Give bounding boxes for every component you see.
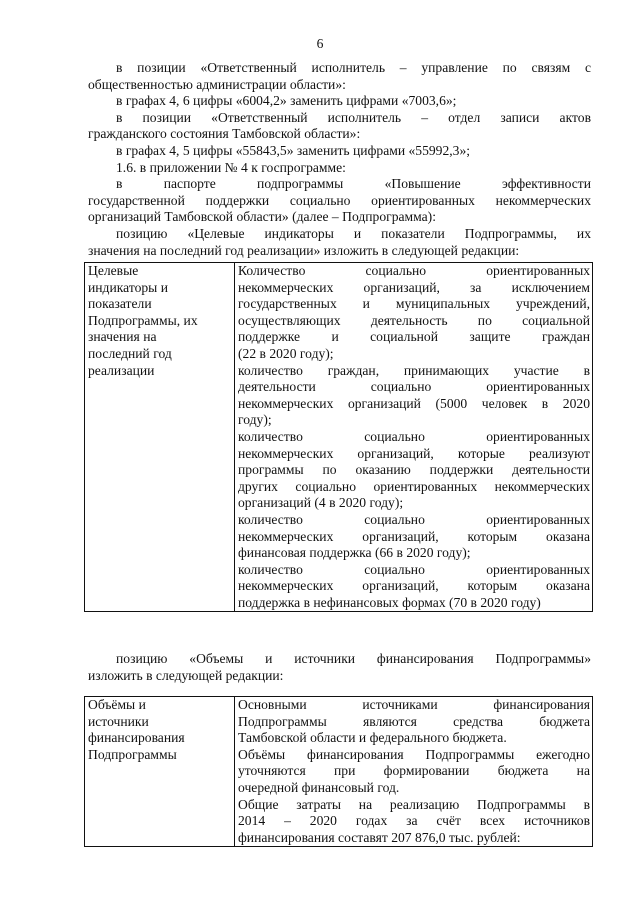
table-cell-line: некоммерческих организаций, которые реализуют bbox=[238, 445, 590, 461]
table-row bbox=[85, 697, 593, 847]
table-cell-line: количество социально ориентированных bbox=[238, 561, 590, 577]
table-cell-line: реализации bbox=[88, 362, 155, 378]
table-cell-line: (22 в 2020 году); bbox=[238, 345, 334, 361]
table-cell-line: источники bbox=[88, 713, 149, 729]
table-cell-line: уточняются при формировании бюджета на bbox=[238, 763, 590, 779]
table-cell-line: индикаторы и bbox=[88, 279, 168, 295]
table-cell-line: Подпрограммы, их bbox=[88, 312, 198, 328]
table-row bbox=[85, 263, 593, 612]
indicators-label-cell bbox=[85, 263, 235, 612]
table-cell-line: Подпрограммы являются средства бюджета bbox=[238, 713, 590, 729]
intro-line: в графах 4, 6 цифры «6004,2» заменить цифрами «7003,6»; bbox=[116, 93, 457, 109]
table-cell-line: значения на bbox=[88, 329, 157, 345]
table-cell-line: финансирования составят 207 876,0 тыс. рублей: bbox=[238, 829, 521, 845]
intro-line: в графах 4, 5 цифры «55843,5» заменить цифрами «55992,3»; bbox=[116, 142, 471, 158]
middle-block bbox=[88, 651, 591, 684]
middle-line: позицию «Объемы и источники финансирования Подпрограммы» bbox=[116, 651, 591, 666]
table-cell-line: поддержке и социальной защите граждан bbox=[238, 329, 590, 345]
table-cell-line: некоммерческих организаций, за исключением bbox=[238, 279, 590, 295]
table-cell-line: количество социально ориентированных bbox=[238, 428, 590, 444]
intro-line: в паспорте подпрограммы «Повышение эффективности bbox=[116, 176, 591, 192]
table-cell-line: некоммерческих организаций, которым оказана bbox=[238, 578, 590, 594]
table-cell-line: году); bbox=[238, 412, 272, 428]
table-cell-line: показатели bbox=[88, 296, 152, 312]
indicators-table bbox=[84, 262, 593, 612]
table-cell-line: финансирования bbox=[88, 730, 185, 746]
financing-value-cell bbox=[235, 697, 593, 847]
table-cell-line: Целевые bbox=[88, 263, 139, 278]
table-cell-line: Подпрограммы bbox=[88, 746, 177, 762]
table-cell-line: Тамбовской области и федерального бюджета. bbox=[238, 730, 507, 746]
table-cell-line: количество социально ориентированных bbox=[238, 511, 590, 527]
table-cell-line: 2014 – 2020 годах за счёт всех источников bbox=[238, 813, 590, 829]
table-cell-line: очередной финансовый год. bbox=[238, 779, 400, 795]
table-cell-line: некоммерческих организаций, которым оказана bbox=[238, 528, 590, 544]
table-cell-line: поддержка в нефинансовых формах (70 в 2020 году) bbox=[238, 594, 541, 610]
table-cell-line: количество граждан, принимающих участие в bbox=[238, 362, 590, 378]
table-cell-line: Общие затраты на реализацию Подпрограммы в bbox=[238, 796, 590, 812]
intro-line: в позиции «Ответственный исполнитель – отдел записи актов bbox=[116, 109, 591, 125]
table-cell-line: финансовая поддержка (66 в 2020 году); bbox=[238, 545, 471, 561]
page-number: 6 bbox=[316, 36, 324, 51]
intro-line: гражданского состояния Тамбовской области»: bbox=[88, 126, 361, 142]
table-cell-line: последний год bbox=[88, 345, 172, 361]
table-cell-line: осуществляющих деятельность по социальной bbox=[238, 312, 590, 328]
intro-line: общественностью администрации области»: bbox=[88, 76, 346, 92]
table-cell-line: государственных и муниципальных учреждений, bbox=[238, 296, 590, 312]
intro-block bbox=[88, 60, 591, 259]
table-cell-line: Основными источниками финансирования bbox=[238, 697, 590, 712]
indicators-value-cell bbox=[235, 263, 593, 612]
intro-line: позицию «Целевые индикаторы и показатели Подпрограммы, их bbox=[116, 225, 591, 241]
table-cell-line: других социально ориентированных некоммерческих bbox=[238, 478, 590, 494]
table-cell-line: программы по оказанию поддержки деятельности bbox=[238, 462, 590, 478]
table-cell-line: Количество социально ориентированных bbox=[238, 263, 590, 278]
financing-table bbox=[84, 696, 593, 847]
intro-line: значения на последний год реализации» изложить в следующей редакции: bbox=[88, 242, 520, 258]
intro-line: организаций Тамбовской области» (далее – Подпрограмма): bbox=[88, 209, 436, 225]
table-cell-line: деятельности социально ориентированных bbox=[238, 379, 590, 395]
table-cell-line: Объёмы и bbox=[88, 697, 146, 712]
middle-line: изложить в следующей редакции: bbox=[88, 667, 284, 683]
intro-line: в позиции «Ответственный исполнитель – управление по связям с bbox=[116, 60, 591, 75]
table-cell-line: организаций (4 в 2020 году); bbox=[238, 495, 404, 511]
intro-line: 1.6. в приложении № 4 к госпрограмме: bbox=[116, 159, 346, 175]
table-cell-line: Объёмы финансирования Подпрограммы ежегодно bbox=[238, 746, 590, 762]
financing-label-cell bbox=[85, 697, 235, 847]
table-cell-line: некоммерческих организаций (5000 человек в 2020 bbox=[238, 395, 590, 411]
intro-line: государственной поддержки социально ориентированных некоммерческих bbox=[88, 192, 591, 208]
